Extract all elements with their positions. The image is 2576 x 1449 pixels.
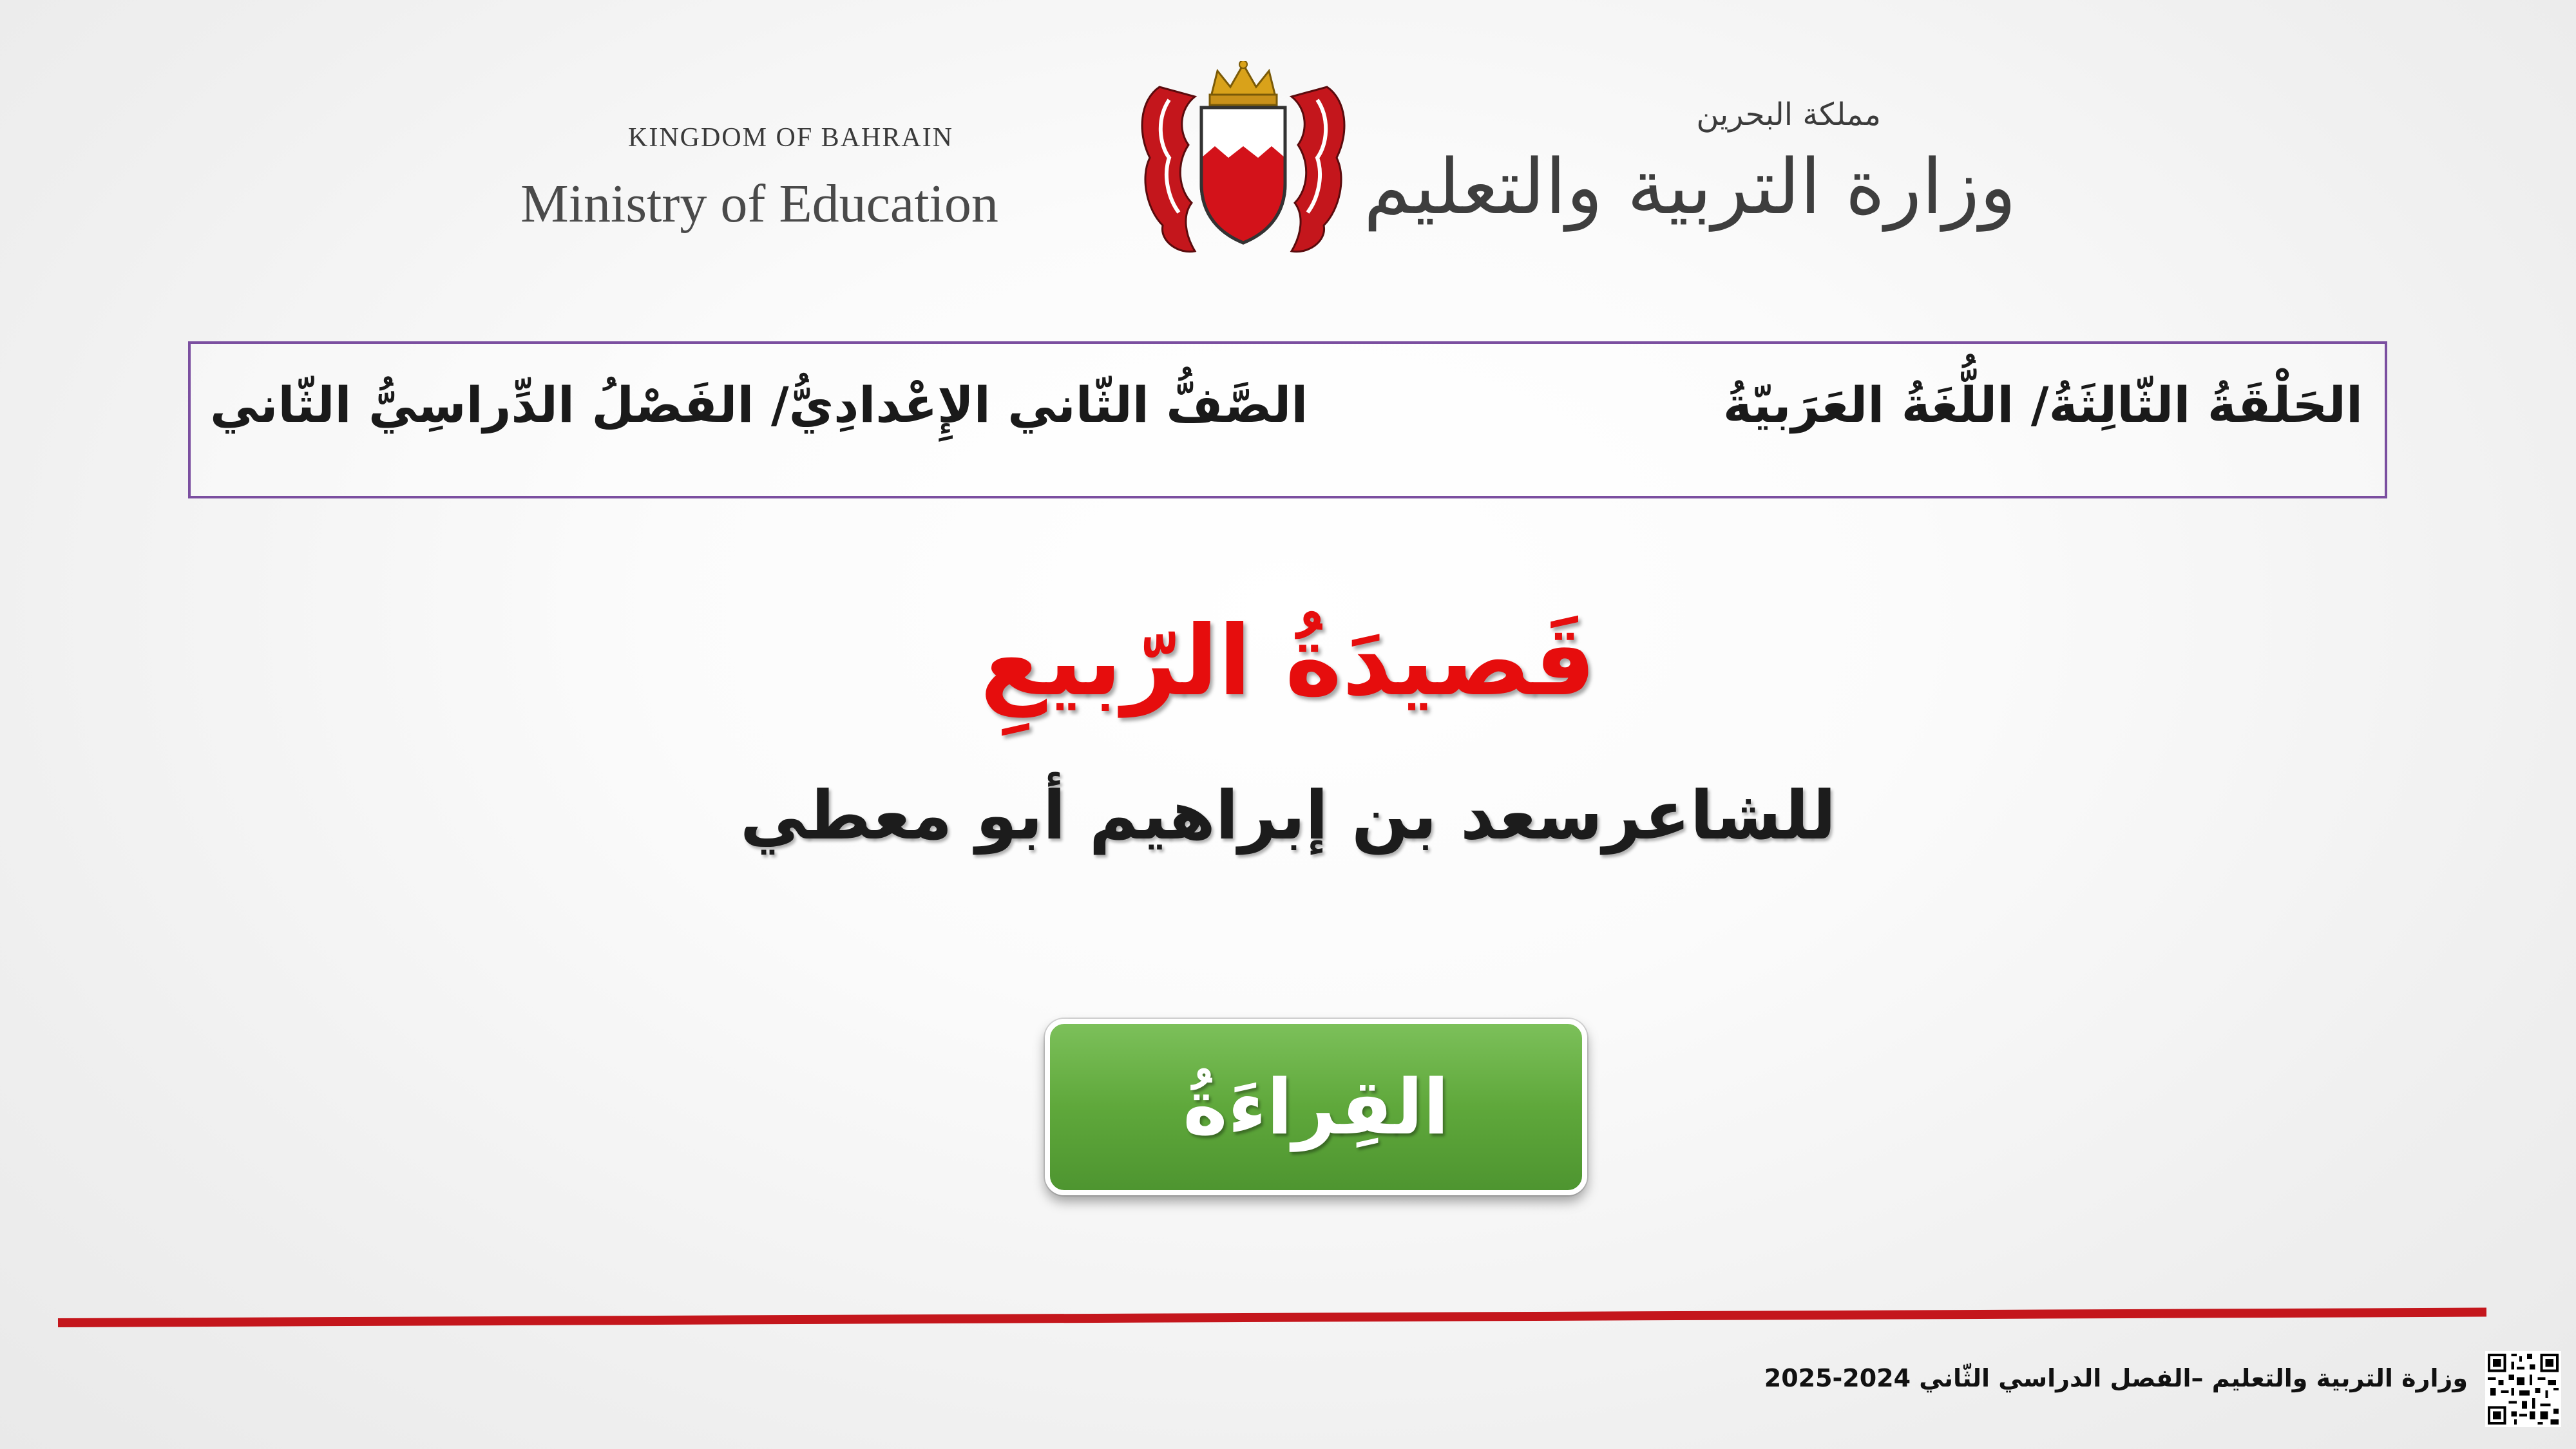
course-info-box [188, 341, 2387, 498]
qr-code-icon [2485, 1351, 2561, 1427]
reading-button-label: القِراءَةُ [1183, 1063, 1449, 1151]
ministry-en-label: Ministry of Education [520, 174, 998, 234]
footer-divider [58, 1308, 2486, 1327]
poem-title: قَصيدَةُ الرّبيعِ [980, 605, 1596, 717]
grade-semester-label: الصَّفُّ الثّاني الإِعْدادِيُّ/ الفَصْلُ الدِّراسِيُّ الثّاني [210, 376, 1308, 433]
kingdom-ar-label: مملكة البحرين [1696, 97, 1881, 133]
footer-caption: وزارة التربية والتعليم –الفصل الدراسي الثّاني 2024-2025 [1764, 1364, 2468, 1392]
kingdom-en-label: KINGDOM OF BAHRAIN [628, 123, 954, 153]
cycle-subject-label: الحَلْقَةُ الثّالِثَةُ/ اللُّغَةُ العَرَبيّةُ [1722, 376, 2363, 433]
ministry-ar-label: وزارة التربية والتعليم [1363, 142, 2016, 231]
reading-button[interactable] [1045, 1019, 1587, 1195]
bahrain-coat-of-arms-icon [1134, 61, 1353, 261]
poet-name: للشاعرسعد بن إبراهيم أبو معطي [739, 776, 1837, 855]
